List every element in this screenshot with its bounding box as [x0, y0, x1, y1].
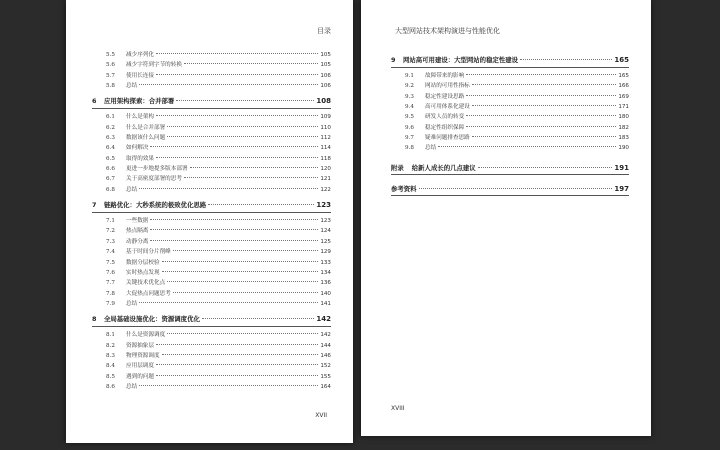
section-number: 8.3: [106, 352, 115, 359]
section-title: 大促热点问题思考: [126, 290, 171, 297]
toc-section-entry[interactable]: [92, 351, 331, 361]
chapter-page: 123: [316, 201, 331, 210]
section-number: 9.4: [405, 104, 414, 111]
section-page: 144: [320, 342, 331, 349]
section-page: 141: [320, 300, 331, 307]
toc-section-entry[interactable]: [391, 143, 629, 153]
appendix-title: 给新人成长的几点建议: [411, 163, 476, 172]
leader-dots: [478, 167, 613, 168]
leader-dots: [156, 157, 318, 158]
section-page: 118: [320, 155, 331, 162]
toc-section-entry[interactable]: [92, 278, 331, 288]
section-title: 热点隔离: [126, 228, 149, 235]
section-number: 7.7: [106, 280, 115, 287]
section-number: 9.1: [405, 73, 414, 79]
leader-dots: [202, 318, 315, 319]
leader-dots: [150, 240, 318, 241]
section-page: 142: [320, 332, 331, 339]
toc-section-entry[interactable]: [92, 50, 331, 60]
toc-chapter-entry[interactable]: [92, 95, 331, 109]
leader-dots: [466, 95, 616, 96]
references-entry[interactable]: [391, 183, 629, 196]
section-number: 7.2: [106, 228, 115, 235]
chapter-title: 链路优化：大秒系统的极致优化思路: [104, 201, 207, 210]
toc-section-entry[interactable]: [92, 258, 331, 268]
chapter-number: 6: [92, 97, 97, 106]
references-title: 参考资料: [391, 184, 417, 193]
section-title: 研发人员的转变: [425, 114, 465, 121]
section-title: 稳定性建设思路: [425, 93, 465, 100]
leader-dots: [173, 292, 319, 293]
toc-section-entry[interactable]: [92, 237, 331, 247]
section-number: 6.5: [106, 155, 115, 162]
section-number: 6.2: [106, 124, 115, 131]
section-title: 网站的可用性指标: [425, 83, 470, 90]
section-number: 7.8: [106, 290, 115, 297]
toc-section-entry[interactable]: [92, 154, 331, 164]
section-page: 114: [320, 145, 331, 152]
chapter-title: 全局基础设施优化：资源调度优化: [104, 315, 200, 324]
chapter-page: 142: [316, 315, 331, 324]
section-page: 105: [320, 52, 331, 58]
section-title: 总结: [126, 83, 138, 90]
section-title: 减少序列化: [126, 52, 154, 58]
section-title: 总结: [126, 300, 138, 307]
references-page: 197: [614, 184, 629, 193]
appendix-page: 191: [614, 163, 629, 172]
section-number: 9.6: [405, 124, 414, 131]
toc-section-entry[interactable]: [391, 81, 629, 91]
leader-dots: [466, 126, 616, 127]
chapter-number: 8: [92, 315, 97, 324]
section-page: 140: [320, 290, 331, 297]
toc-section-entry[interactable]: [391, 92, 629, 102]
section-page: 112: [320, 135, 331, 142]
section-page: 134: [320, 269, 331, 276]
toc-section-entry[interactable]: [92, 382, 331, 392]
toc-chapter-entry[interactable]: [391, 54, 629, 68]
section-number: 7.1: [106, 218, 115, 225]
section-number: 7.4: [106, 249, 115, 256]
chapter-title: 网站高可用建设：大型网站的稳定性建设: [403, 56, 519, 64]
toc-section-entry[interactable]: [391, 102, 629, 112]
section-title: 什么是资源调度: [126, 332, 166, 339]
section-number: 9.3: [405, 93, 414, 100]
section-title: 什么是架构: [126, 114, 154, 121]
leader-dots: [466, 115, 616, 116]
section-page: 183: [618, 135, 629, 142]
toc-section-entry[interactable]: [391, 133, 629, 143]
leader-dots: [173, 250, 319, 251]
leader-dots: [139, 302, 318, 303]
appendix-entry[interactable]: [391, 162, 629, 175]
section-title: 关于高密度部署的思考: [126, 176, 182, 183]
appendix-label: 附录: [391, 163, 404, 172]
section-page: 105: [320, 62, 331, 69]
left-page: [66, 0, 353, 443]
right-page: [361, 0, 651, 436]
section-page: 155: [320, 373, 331, 380]
section-title: 一些数据: [126, 218, 149, 225]
section-page: 165: [618, 73, 629, 79]
section-number: 8.6: [106, 383, 115, 390]
section-number: 9.8: [405, 145, 414, 152]
section-number: 6.8: [106, 186, 115, 193]
leader-dots: [139, 385, 318, 386]
toc-section-entry[interactable]: [92, 81, 331, 91]
toc-chapter-entry[interactable]: [92, 313, 331, 327]
toc-section-entry[interactable]: [92, 372, 331, 382]
section-number: 7.5: [106, 259, 115, 266]
chapter-page: 108: [316, 97, 331, 106]
section-page: 164: [320, 383, 331, 390]
page-header: 大型网站技术架构演进与性能优化: [395, 27, 500, 35]
section-number: 8.1: [106, 332, 115, 339]
section-title: 资源抽象层: [126, 342, 154, 349]
section-page: 123: [320, 218, 331, 225]
toc-section-entry[interactable]: [92, 164, 331, 174]
section-title: 总结: [126, 383, 138, 390]
section-title: 遇到的问题: [126, 373, 154, 380]
toc-section-entry[interactable]: [92, 185, 331, 195]
toc-section-entry[interactable]: [391, 71, 629, 81]
leader-dots: [139, 188, 318, 189]
toc-section-entry[interactable]: [92, 216, 331, 226]
section-number: 7.6: [106, 269, 115, 276]
section-title: 数据分层校验: [126, 259, 160, 266]
toc-chapter-entry[interactable]: [92, 199, 331, 213]
section-number: 5.7: [106, 72, 115, 79]
chapter-page: 165: [614, 56, 629, 64]
toc-section-entry[interactable]: [92, 133, 331, 143]
section-title: 如何解决: [126, 145, 149, 152]
section-title: 什么是合并部署: [126, 124, 166, 131]
page-number: XVII: [315, 412, 327, 419]
section-title: 动静分离: [126, 238, 149, 245]
section-number: 7.3: [106, 238, 115, 245]
section-page: 106: [320, 83, 331, 90]
leader-dots: [466, 74, 616, 75]
leader-dots: [150, 146, 318, 147]
leader-dots: [472, 84, 617, 85]
chapter-number: 9: [391, 56, 396, 64]
section-title: 总结: [126, 186, 138, 193]
section-number: 5.6: [106, 62, 115, 69]
toc-section-entry[interactable]: [92, 289, 331, 299]
section-number: 6.1: [106, 114, 115, 121]
section-title: 疑难问题排查思路: [425, 135, 470, 142]
leader-dots: [184, 63, 318, 64]
section-page: 125: [320, 238, 331, 245]
section-title: 更进一步地提多版本部署: [126, 166, 188, 173]
leader-dots: [208, 204, 314, 205]
section-number: 5.8: [106, 83, 115, 90]
table-of-contents: [92, 50, 331, 392]
section-page: 136: [320, 280, 331, 287]
leader-dots: [176, 100, 314, 101]
section-title: 关键技术优化点: [126, 280, 166, 287]
toc-section-entry[interactable]: [92, 123, 331, 133]
leader-dots: [167, 333, 318, 334]
section-page: 129: [320, 249, 331, 256]
leader-dots: [472, 136, 617, 137]
section-number: 5.5: [106, 52, 115, 58]
section-page: 121: [320, 176, 331, 183]
page-header: 目录: [317, 27, 331, 35]
section-number: 6.4: [106, 145, 115, 152]
section-page: 122: [320, 186, 331, 193]
toc-section-entry[interactable]: [92, 226, 331, 236]
section-page: 146: [320, 352, 331, 359]
section-number: 8.4: [106, 363, 115, 370]
toc-section-entry[interactable]: [391, 112, 629, 122]
toc-section-entry[interactable]: [92, 60, 331, 70]
section-page: 106: [320, 72, 331, 79]
toc-section-entry[interactable]: [92, 112, 331, 122]
toc-section-entry[interactable]: [92, 174, 331, 184]
section-page: 182: [618, 124, 629, 131]
section-number: 9.2: [405, 83, 414, 90]
leader-dots: [156, 364, 318, 365]
leader-dots: [162, 354, 319, 355]
toc-section-entry[interactable]: [92, 361, 331, 371]
section-title: 减少字符到字节的转换: [126, 62, 182, 69]
section-title: 故障带来的影响: [425, 73, 465, 79]
leader-dots: [438, 146, 616, 147]
leader-dots: [156, 344, 318, 345]
leader-dots: [156, 115, 318, 116]
toc-section-entry[interactable]: [92, 341, 331, 351]
section-page: 133: [320, 259, 331, 266]
leader-dots: [184, 177, 318, 178]
section-page: 169: [618, 93, 629, 100]
section-page: 120: [320, 166, 331, 173]
section-number: 8.2: [106, 342, 115, 349]
leader-dots: [156, 375, 318, 376]
section-title: 实时热点发现: [126, 269, 160, 276]
chapter-title: 应用架构探索：合并部署: [104, 97, 175, 106]
page-number: XVIII: [391, 405, 405, 412]
leader-dots: [419, 188, 613, 189]
toc-section-entry[interactable]: [92, 247, 331, 257]
section-page: 109: [320, 114, 331, 121]
leader-dots: [162, 261, 319, 262]
table-of-contents: [391, 50, 629, 196]
section-page: 171: [618, 104, 629, 111]
section-title: 基于时间分片削峰: [126, 249, 171, 256]
leader-dots: [167, 126, 318, 127]
section-number: 7.9: [106, 300, 115, 307]
chapter-number: 7: [92, 201, 97, 210]
leader-dots: [150, 229, 318, 230]
leader-dots: [150, 219, 318, 220]
section-page: 180: [618, 114, 629, 121]
section-number: 6.3: [106, 135, 115, 142]
section-number: 8.5: [106, 373, 115, 380]
toc-section-entry[interactable]: [391, 123, 629, 133]
leader-dots: [520, 59, 612, 60]
leader-dots: [162, 271, 319, 272]
toc-section-entry[interactable]: [92, 268, 331, 278]
section-title: 应用层调度: [126, 363, 154, 370]
leader-dots: [139, 84, 318, 85]
section-title: 总结: [425, 145, 437, 152]
toc-section-entry[interactable]: [92, 71, 331, 81]
section-page: 124: [320, 228, 331, 235]
section-title: 物理资源调度: [126, 352, 160, 359]
section-title: 稳定性组织保障: [425, 124, 465, 131]
toc-section-entry[interactable]: [92, 330, 331, 340]
section-title: 使用长连接: [126, 72, 154, 79]
leader-dots: [156, 74, 318, 75]
section-page: 110: [320, 124, 331, 131]
section-number: 9.7: [405, 135, 414, 142]
section-page: 152: [320, 363, 331, 370]
section-number: 6.7: [106, 176, 115, 183]
toc-section-entry[interactable]: [92, 143, 331, 153]
leader-dots: [472, 105, 617, 106]
section-page: 166: [618, 83, 629, 90]
toc-section-entry[interactable]: [92, 299, 331, 309]
section-title: 高可用体系化建设: [425, 104, 470, 111]
section-page: 190: [618, 145, 629, 152]
leader-dots: [167, 281, 318, 282]
leader-dots: [167, 136, 318, 137]
section-title: 取得的效果: [126, 155, 154, 162]
section-number: 6.6: [106, 166, 115, 173]
section-title: 数据该什么问题: [126, 135, 166, 142]
leader-dots: [156, 53, 318, 54]
leader-dots: [190, 167, 319, 168]
section-number: 9.5: [405, 114, 414, 121]
